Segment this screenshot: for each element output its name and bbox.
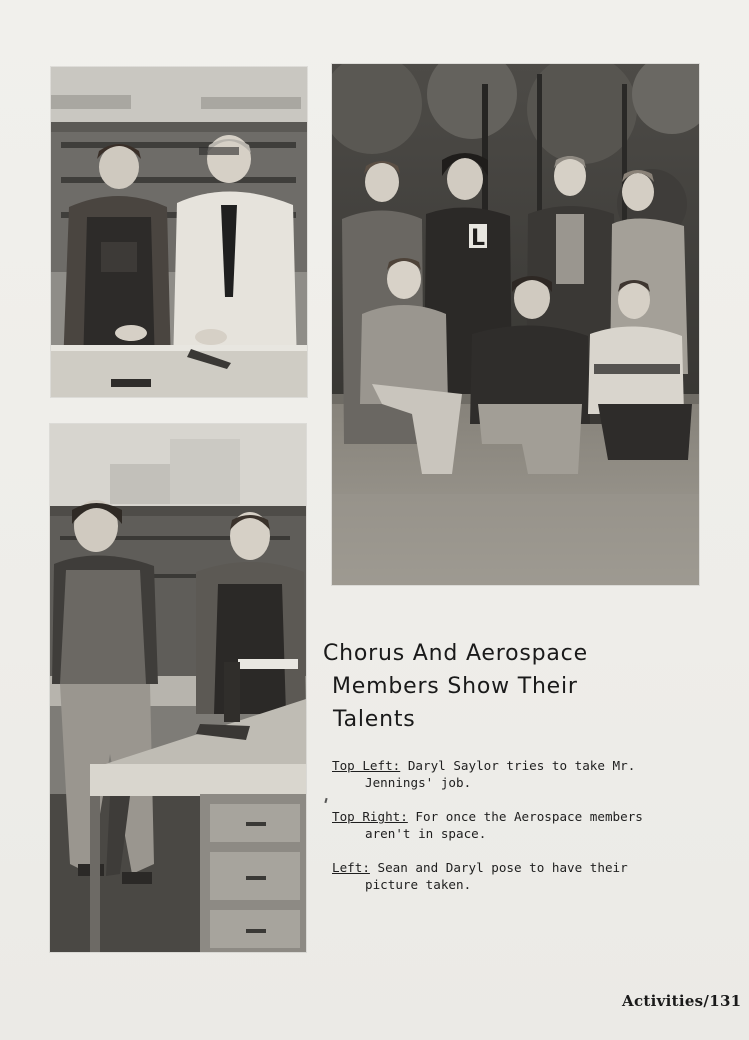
headline-line-2: Members Show Their	[332, 674, 578, 699]
caption-top-left	[332, 757, 712, 791]
caption-label: Top Left:	[332, 758, 401, 773]
caption-text-continued: picture taken.	[365, 877, 472, 892]
headline-line-1: Chorus And Aerospace	[323, 641, 588, 666]
letterman-letter: L	[470, 226, 486, 251]
caption-top-right	[332, 808, 712, 842]
photo-captions	[332, 757, 712, 910]
photo-top-right-image	[332, 64, 699, 585]
headline-line-3: Talents	[333, 707, 416, 732]
photo-left-image	[50, 424, 306, 952]
photo-top-left-workshop	[51, 67, 307, 397]
photo-top-left-image	[51, 67, 307, 397]
photo-top-right-aerospace-group	[332, 64, 699, 585]
caption-label: Left:	[332, 860, 370, 875]
caption-text-continued: Jennings' job.	[365, 775, 472, 790]
page-folio: Activities/131	[622, 992, 742, 1010]
caption-label: Top Right:	[332, 809, 408, 824]
headline	[323, 637, 723, 736]
caption-text: Daryl Saylor tries to take Mr.	[400, 758, 636, 773]
caption-text: For once the Aerospace members	[407, 809, 643, 824]
caption-left	[332, 859, 712, 893]
print-speck	[324, 798, 327, 803]
photo-left-sean-and-daryl	[50, 424, 306, 952]
caption-text: Sean and Daryl pose to have their	[369, 860, 628, 875]
caption-text-continued: aren't in space.	[365, 826, 487, 841]
